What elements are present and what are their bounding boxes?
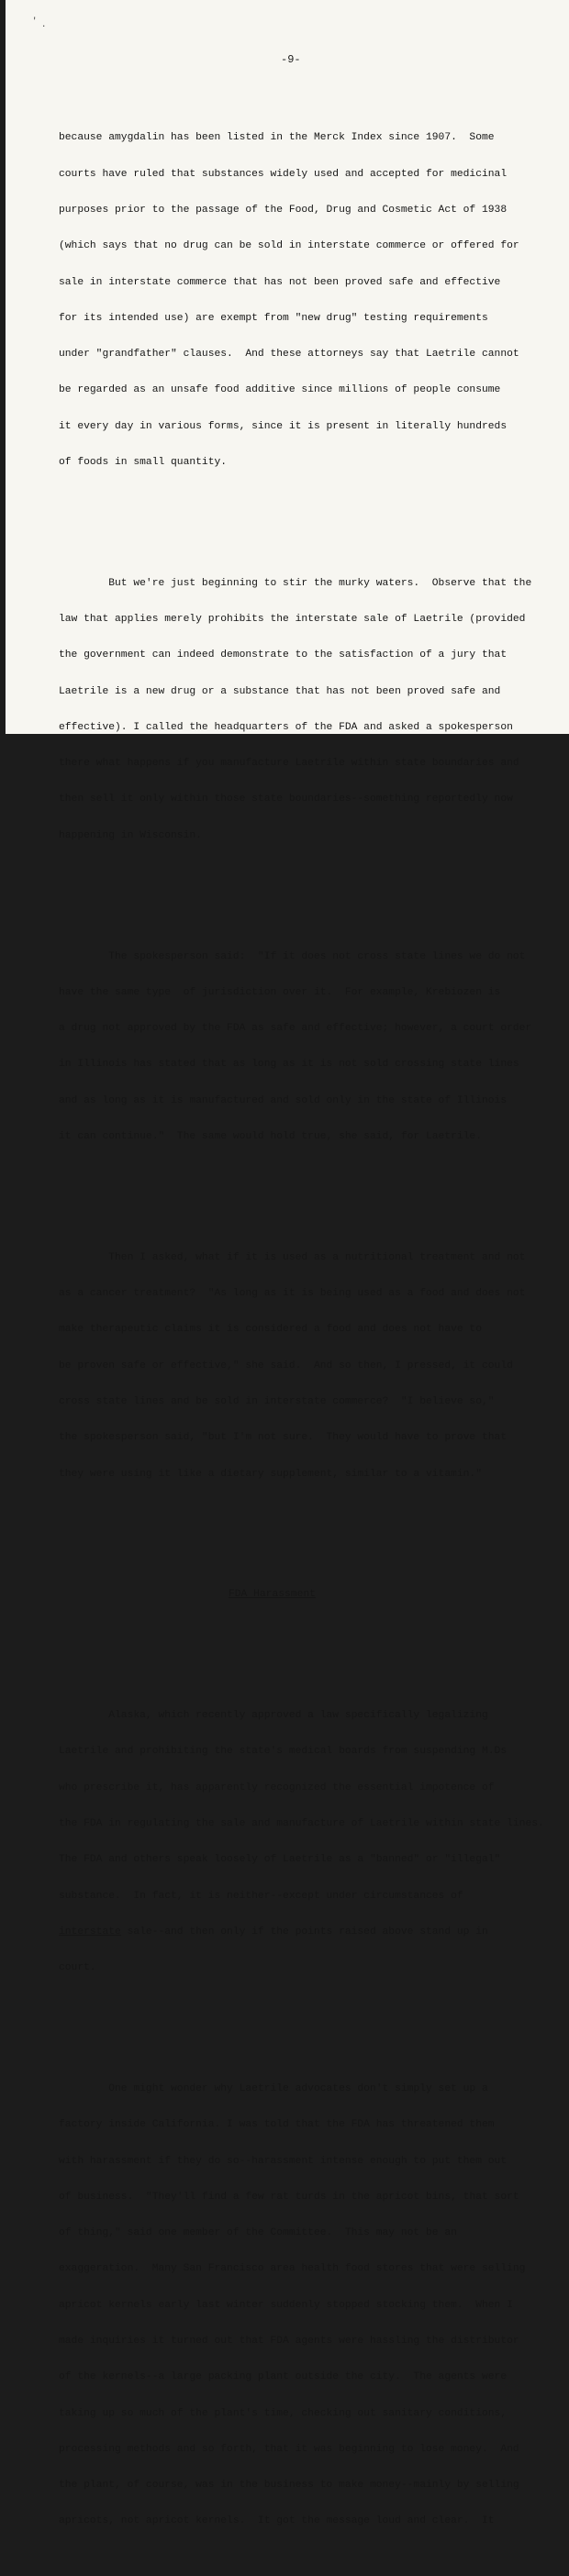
text-line: cross state lines and be sold in interstate commerce? "I believe so," [59,1395,495,1407]
text-line: it every day in various forms, since it is present in literally hundreds [59,420,508,432]
text-line: in Illinois has stated that as long as it is not sold crossing state lines [59,1059,519,1071]
text-line: processing methods and so forth, that it was beginning to lose money. And [59,2443,519,2455]
scan-mark: ' [32,17,38,26]
text-line: then sell it only within those state boundaries--something reportedly now [59,794,513,805]
text-line: happening in Wisconsin. [59,829,202,841]
text-line: of the kernels--a large packing plant outside the city. The agents were [59,2371,508,2383]
text-line: (which says that no drug can be sold in interstate commerce or offered for [59,240,519,252]
text-line: the FDA in regulating the sale and manufacture of Laetrile within state lines. [59,1818,544,1830]
paragraph-3 [59,927,554,1167]
text-line: Alaska, which recently approved a law specifically legalizing [59,1710,488,1722]
text-line [59,1926,554,1938]
text-line: court. [59,1962,96,1974]
paragraph-4 [59,1228,554,1505]
text-line: be proven safe or effective," she said. And so then, I pressed, it could [59,1360,513,1371]
scan-mark: . [41,20,47,29]
text-line: One might wonder why Laetrile advocates don't simply set up a [59,2083,488,2094]
page-number: -9- [281,53,301,66]
text-line: effective). I called the headquarters of the FDA and asked a spokesperson [59,721,513,733]
document-body [59,84,554,2576]
text-line: of business. "They'll find a few rat turds in the apricot bins, that sort [59,2191,519,2203]
text-line: because amygdalin has been listed in the Merck Index since 1907. Some [59,132,495,144]
text-line: the government can indeed demonstrate to the satisfaction of a jury that [59,650,508,661]
text-line: under "grandfather" clauses. And these attorneys say that Laetrile cannot [59,349,519,361]
text-line: they were using it like a dietary supplement, similar to a vitamin." [59,1468,482,1480]
text-line: apricots, not apricot kernels. It got the message loud and clear. It [59,2515,495,2527]
text-line: But we're just beginning to stir the murky waters. Observe that the [59,577,532,589]
text-line: have the same type of jurisdiction over it. For example, Krebiozen is [59,986,501,998]
text-line: it can continue." The same would hold true, she said, for Laetrile. [59,1130,482,1142]
text-line: substance. In fact, it is neither--except under circumstances of [59,1890,463,1902]
text-line: factory inside California. I was told that the FDA has threatened them [59,2119,495,2131]
text-line: of thing," said one member of the Committee. This may not be an [59,2227,457,2239]
text-line: for its intended use) are exempt from "new drug" testing requirements [59,312,488,324]
text-line: and as long as it is manufactured and sold only in the state of Illinois [59,1094,508,1106]
text-line: a drug not approved by the FDA as safe and effective; however, a court order [59,1023,532,1035]
text-line: of foods in small quantity. [59,456,228,468]
text-line: sale in interstate commerce that has not been proved safe and effective [59,276,501,288]
paragraph-2 [59,554,554,866]
text-line: make therapeutic claims it is considered a food and does not have to [59,1324,482,1336]
text-line: Then I asked, what if it is used as a nutritional treatment and not [59,1251,526,1263]
text-line: made inquiries it turned out that FDA agents were hassling the distributor [59,2335,519,2347]
text-line: as a cancer treatment? "As long as it is being used as a food and does not [59,1288,526,1300]
text-line: with harassment if they do so--harassment intense enough to put them out [59,2155,508,2167]
text-line: The spokesperson said: "If it does not cross state lines we do not [59,950,526,962]
text-line: there what happens if you manufacture Laetrile within state boundaries and [59,758,519,770]
text-line: law that applies merely prohibits the interstate sale of Laetrile (provided [59,614,526,626]
paragraph-5 [59,1686,554,1998]
text-line: the spokesperson said, "but I'm not sure. They would have to prove that [59,1432,508,1444]
text-line: who prescribe it, has apparently recognized the essential impotence of [59,1782,495,1793]
text-line: Laetrile and prohibiting the state's medical boards from suspending M.Ds [59,1746,508,1758]
section-heading: FDA Harassment [229,1589,316,1601]
text-line: the plant, of course, was in the business to make money--mainly by selling [59,2480,519,2492]
underlined-word: interstate [59,1926,121,1938]
text-line: purposes prior to the passage of the Food, Drug and Cosmetic Act of 1938 [59,204,508,216]
paragraph-1 [59,108,554,493]
text-line: courts have ruled that substances widely used and accepted for medicinal [59,168,508,180]
document-page [6,0,569,2527]
text-line: exaggeration. Many San Francisco area health food stores that were selling [59,2263,526,2275]
text-line: taking up so much of the plant's time, checking out sanitary conditions, [59,2407,508,2419]
text-line: apricot kernels early last winter suddenly stopped stocking them. When I [59,2299,513,2311]
text-span: sale--and then only if the points raised above stand up in [120,1926,488,1938]
paragraph-6 [59,2060,554,2552]
text-line: Laetrile is a new drug or a substance that has not been proved safe and [59,685,501,697]
text-line: The FDA and others speak loosely of Laetrile as a "banned" or "illegal" [59,1854,501,1866]
text-line: be regarded as an unsafe food additive since millions of people consume [59,384,501,396]
